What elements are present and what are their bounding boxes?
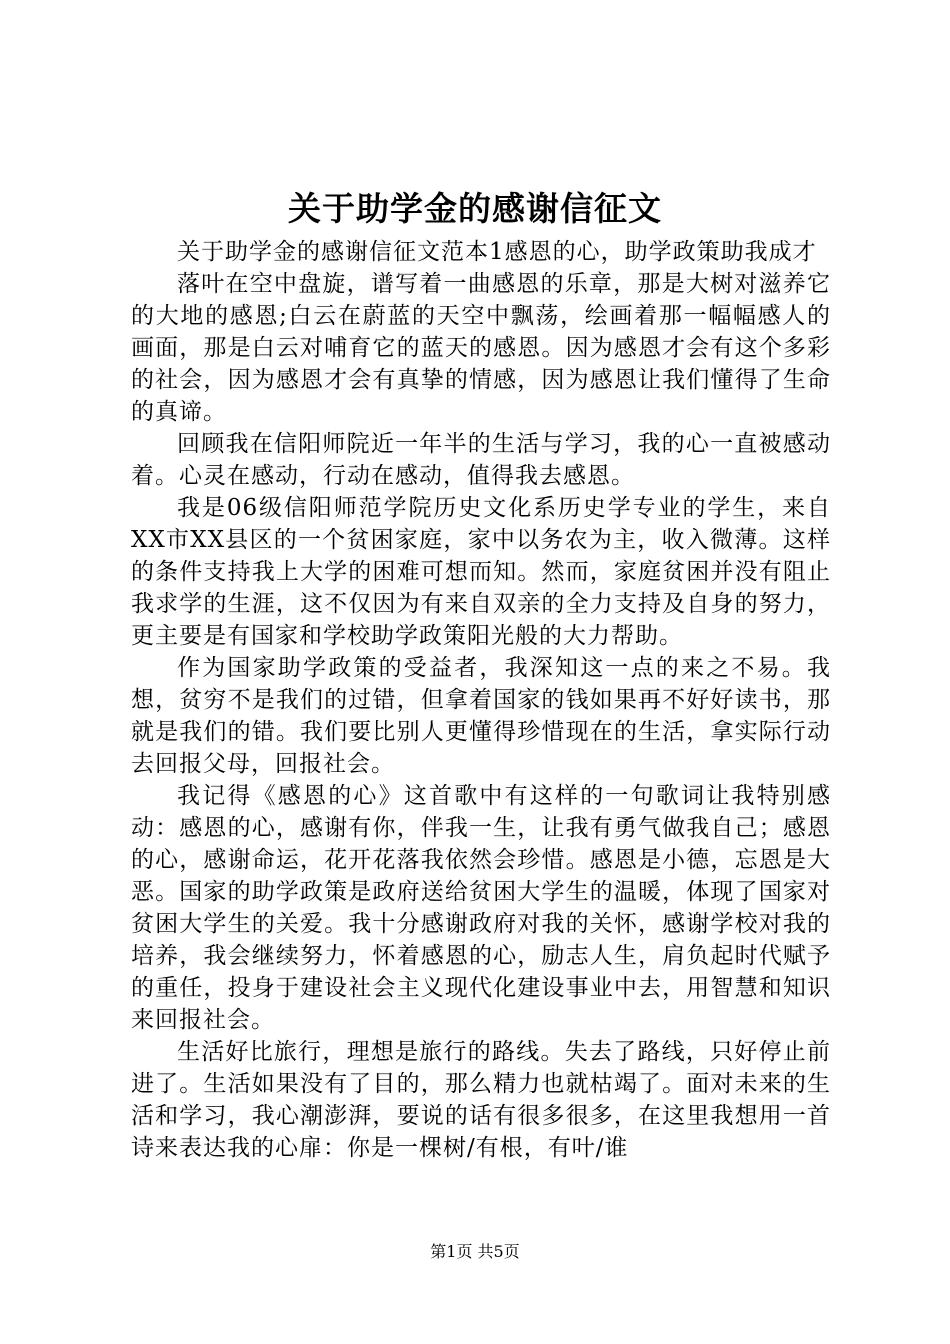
page-footer	[0, 1240, 950, 1264]
paragraph: 落叶在空中盘旋，谱写着一曲感恩的乐章，那是大树对滋养它的大地的感恩;白云在蔚蓝的天空中飘荡，绘画着那一幅幅感人的画面，那是白云对哺育它的蓝天的感恩。因为感恩才会有这个多彩的社会，因为感恩才会有真挚的情感，因为感恩让我们懂得了生命的真谛。	[131, 271, 831, 425]
paragraph: 作为国家助学政策的受益者，我深知这一点的来之不易。我想，贫穷不是我们的过错，但拿着国家的钱如果再不好好读书，那就是我们的错。我们要比别人更懂得珍惜现在的生活，拿实际行动去回报父母，回报社会。	[131, 655, 831, 777]
paragraph: 回顾我在信阳师院近一年半的生活与学习，我的心一直被感动着。心灵在感动，行动在感动，值得我去感恩。	[131, 431, 831, 489]
document-title: 关于助学金的感谢信征文	[288, 189, 662, 228]
paragraph: 我是06级信阳师范学院历史文化系历史学专业的学生，来自XX市XX县区的一个贫困家庭，家中以务农为主，收入微薄。这样的条件支持我上大学的困难可想而知。然而，家庭贫困并没有阻止我求学的生涯，这不仅因为有来自双亲的全力支持及自身的努力，更主要是有国家和学校助学政策阳光般的大力帮助。	[131, 495, 831, 649]
paragraph: 生活好比旅行，理想是旅行的路线。失去了路线，只好停止前进了。生活如果没有了目的，那么精力也就枯竭了。面对未来的生活和学习，我心潮澎湃，要说的话有很多很多，在这里我想用一首诗来表达我的心扉：你是一棵树/有根，有叶/谁	[131, 1039, 831, 1161]
paragraph: 关于助学金的感谢信征文范本1感恩的心，助学政策助我成才	[177, 239, 817, 265]
document-body	[131, 236, 831, 1164]
paragraph: 我记得《感恩的心》这首歌中有这样的一句歌词让我特别感动：感恩的心，感谢有你，伴我一生，让我有勇气做我自己；感恩的心，感谢命运，花开花落我依然会珍惜。感恩是小德，忘恩是大恶。国家的助学政策是政府送给贫困大学生的温暖，体现了国家对贫困大学生的关爱。我十分感谢政府对我的关怀，感谢学校对我的培养，我会继续努力，怀着感恩的心，励志人生，肩负起时代赋予的重任，投身于建设社会主义现代化建设事业中去，用智慧和知识来回报社会。	[131, 783, 831, 1033]
page-number: 第1页 共5页	[430, 1242, 520, 1261]
